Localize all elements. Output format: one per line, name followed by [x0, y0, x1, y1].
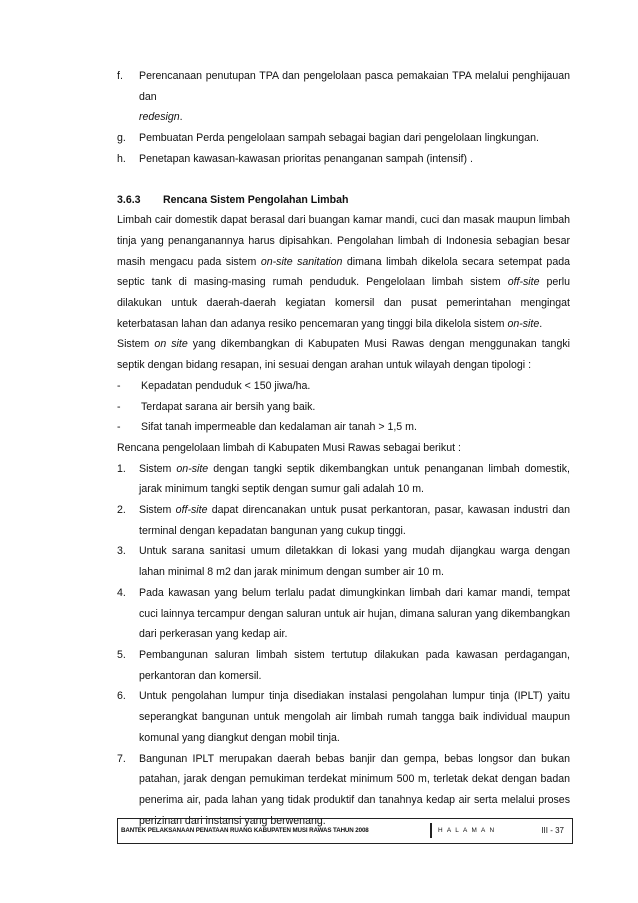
- dash-item: - Terdapat sarana air bersih yang baik.: [117, 400, 316, 413]
- footer-halaman: HALAMAN: [438, 827, 499, 834]
- list-marker: f.: [117, 70, 123, 82]
- list-item: g. Pembuatan Perda pengelolaan sampah sebagai bagian dari pengelolaan lingkungan.: [117, 128, 570, 149]
- list-marker: h.: [117, 152, 126, 165]
- numbered-item: 4. Pada kawasan yang belum terlalu padat dimungkinkan limbah dari kamar mandi, tempat cuci lainnya tercampur dengan saluran untuk air hujan, dimana saluran yang dikembangkan dari perkerasan yang kedap air.: [117, 586, 570, 641]
- paragraph: Rencana pengelolaan limbah di Kabupaten Musi Rawas sebagai berikut :: [117, 441, 461, 454]
- page-footer: [117, 818, 573, 844]
- list-marker: g.: [117, 132, 126, 145]
- section-title: Rencana Sistem Pengolahan Limbah: [163, 193, 349, 206]
- list-item: h. Penetapan kawasan-kawasan prioritas penanganan sampah (intensif) .: [117, 149, 570, 170]
- numbered-item: 1. Sistem on-site dengan tangki septik dikembangkan untuk penanganan limbah domestik, jarak minimum tangki septik dengan sumur gali adalah 10 m.: [117, 462, 570, 496]
- numbered-item: 6. Untuk pengolahan lumpur tinja disediakan instalasi pengolahan lumpur tinja (IPLT) yaitu seperangkat bangunan untuk mengolah air limbah rumah tangga baik individual maupun komunal yang diangkut dengan mobil tinja.: [117, 690, 570, 744]
- paragraph: Sistem on site yang dikembangkan di Kabupaten Musi Rawas dengan menggunakan tangki septik dengan bidang resapan, ini sesuai dengan arahan untuk wilayah dengan tipologi :: [117, 338, 570, 372]
- document-body: [117, 66, 570, 831]
- dash-item: - Kepadatan penduduk < 150 jiwa/ha.: [117, 379, 311, 392]
- list-item: f. Perencanaan penutupan TPA dan pengelolaan pasca pemakaian TPA melalui penghijauan dan redesign.: [117, 66, 570, 128]
- footer-divider: [430, 823, 432, 838]
- section-heading: [117, 190, 570, 211]
- numbered-item: 3. Untuk sarana sanitasi umum diletakkan di lokasi yang mudah dijangkau warga dengan lahan minimal 8 m2 dan jarak minimum dengan sumber air 10 m.: [117, 545, 570, 579]
- section-number: 3.6.3: [117, 193, 141, 206]
- numbered-item: 7. Bangunan IPLT merupakan daerah bebas banjir dan gempa, bebas longsor dan bukan patahan, jarak dengan pemukiman terdekat minimum 500 m, terletak dekat dengan badan penerima air, pada lahan yang tidak produktif dan tanahnya kedap air serta melalui proses perizinan dari instansi yang berwenang.: [117, 752, 570, 827]
- page-number: III - 37: [541, 826, 564, 835]
- numbered-item: 2. Sistem off-site dapat direncanakan untuk pusat perkantoran, pasar, kawasan industri dan terminal dengan kepadatan bangunan yang cukup tinggi.: [117, 504, 570, 537]
- footer-title: BANTEK PELAKSANAAN PENATAAN RUANG KABUPATEN MUSI RAWAS TAHUN 2008: [121, 827, 369, 834]
- dash-item: - Sifat tanah impermeable dan kedalaman air tanah > 1,5 m.: [117, 421, 417, 434]
- paragraph: Limbah cair domestik dapat berasal dari buangan kamar mandi, cuci dan masak maupun limbah tinja yang penanganannya harus dipisahkan. Pengolahan limbah di Indonesia sebagian besar masih mengacu pada sistem on-site sanitation dimana limbah dikelola secara setempat pada septic tank di masing-masing rumah penduduk. Pengelolaan limbah sistem off-site perlu dilakukan untuk daerah-daerah kegiatan komersil dan pusat pemerintahan mengingat keterbatasan lahan dan adanya resiko pencemaran yang tinggi bila dikelola sistem on-site.: [117, 214, 571, 330]
- numbered-item: 5. Pembangunan saluran limbah sistem tertutup dilakukan pada kawasan perdagangan, perkantoran dan komersil.: [117, 648, 570, 682]
